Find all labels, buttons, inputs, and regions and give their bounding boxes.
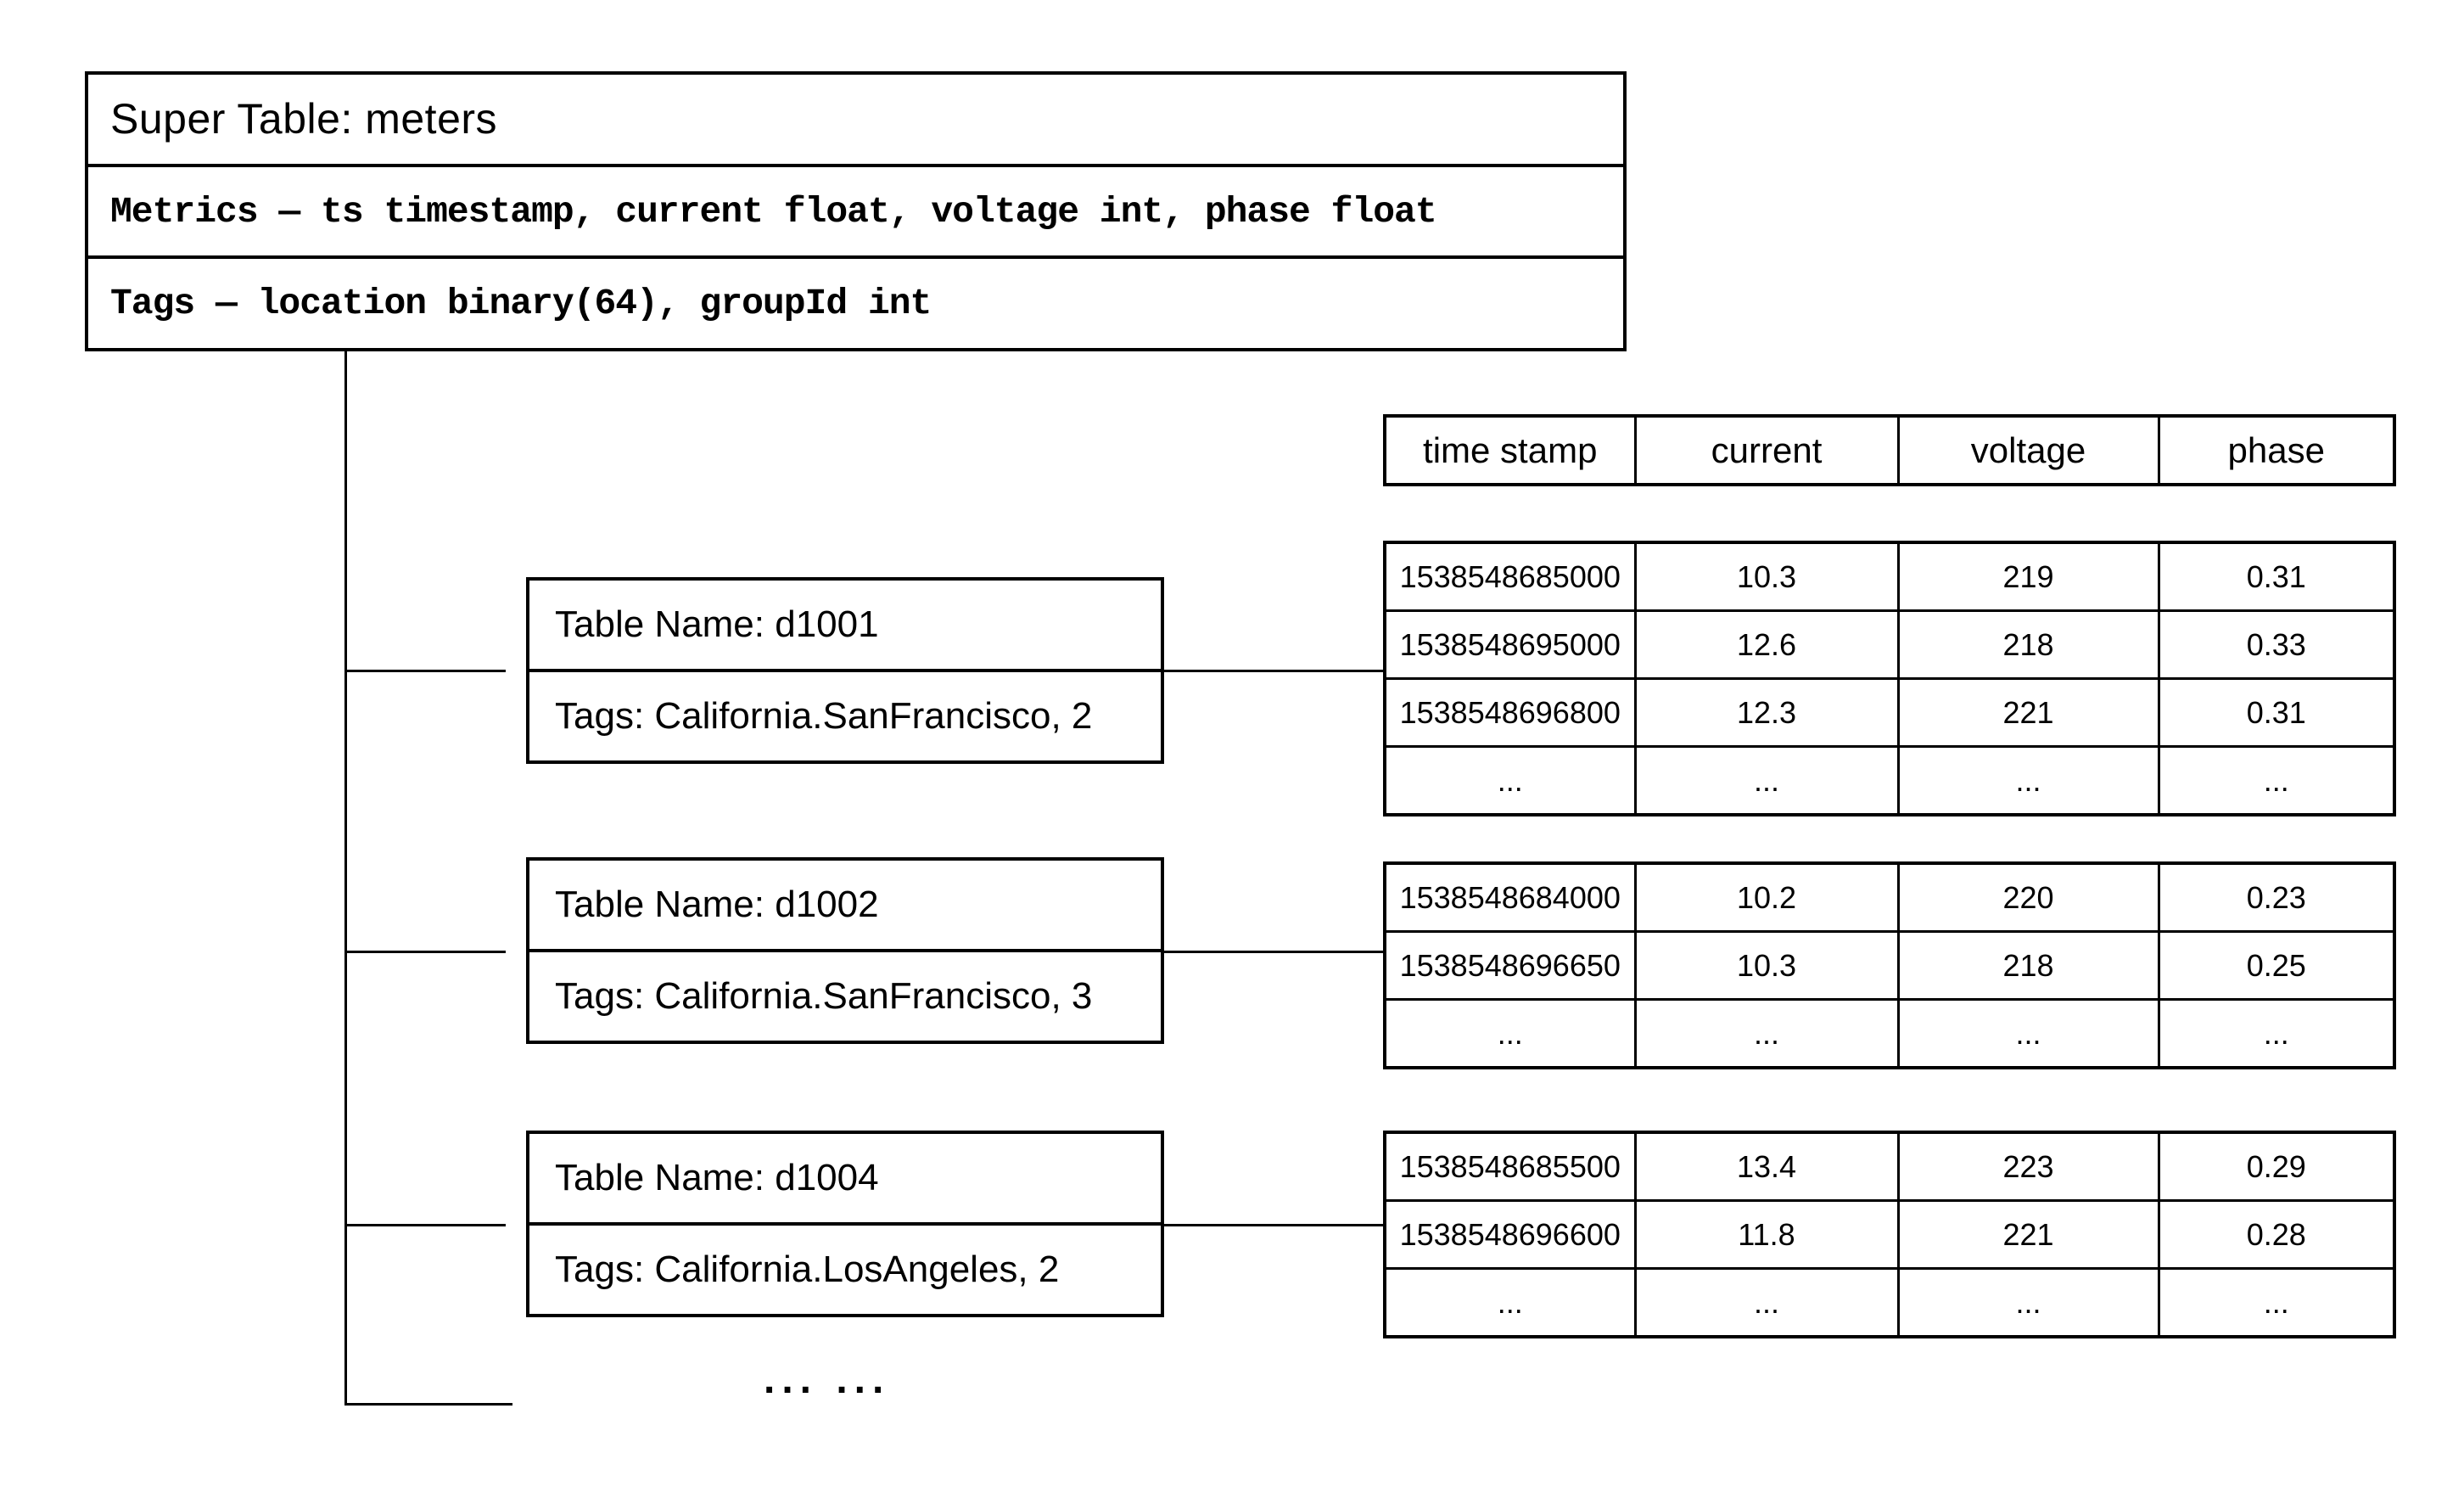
device-box-d1004 [526,1131,1164,1317]
connector-d1004-to-data [1164,1224,1383,1226]
device-tags-label: Tags: California.LosAngeles, 2 [529,1222,1161,1314]
table-row-ellipsis [1385,1000,2394,1069]
device-box-d1002 [526,857,1164,1044]
cell-phase: 0.23 [2159,863,2394,932]
cell-timestamp: 1538548695000 [1385,611,1635,679]
branch-line-d1004 [344,1224,506,1226]
cell-ellipsis: ... [2159,1269,2394,1338]
branch-line-more [344,1403,512,1406]
data-table-d1004 [1383,1131,2396,1338]
table-row [1385,542,2394,611]
data-table-d1001 [1383,541,2396,816]
cell-current: 10.3 [1635,932,1898,1000]
more-tables-ellipsis: ... ... [764,1357,891,1402]
cell-voltage: 220 [1898,863,2159,932]
cell-ellipsis: ... [1635,747,1898,816]
table-row [1385,863,2394,932]
cell-voltage: 219 [1898,542,2159,611]
table-row [1385,611,2394,679]
cell-current: 12.6 [1635,611,1898,679]
table-row [1385,679,2394,747]
super-table-metrics-schema: Metrics — ts timestamp, current float, voltage int, phase float [88,164,1623,256]
cell-ellipsis: ... [2159,1000,2394,1069]
cell-timestamp: 1538548685000 [1385,542,1635,611]
cell-current: 11.8 [1635,1201,1898,1269]
cell-ellipsis: ... [1898,747,2159,816]
cell-timestamp: 1538548685500 [1385,1132,1635,1201]
super-table-title: Super Table: meters [110,95,498,143]
cell-phase: 0.25 [2159,932,2394,1000]
cell-timestamp: 1538548684000 [1385,863,1635,932]
device-name-label: Table Name: d1001 [555,603,879,645]
tree-trunk-line [344,351,347,1406]
cell-voltage: 223 [1898,1132,2159,1201]
cell-ellipsis: ... [1385,747,1635,816]
data-table-d1002 [1383,861,2396,1069]
device-name-label: Table Name: d1002 [555,884,879,925]
cell-current: 10.3 [1635,542,1898,611]
branch-line-d1001 [344,670,506,672]
cell-ellipsis: ... [1898,1269,2159,1338]
super-table-box [85,71,1627,351]
connector-d1002-to-data [1164,951,1383,953]
cell-ellipsis: ... [1385,1000,1635,1069]
cell-phase: 0.28 [2159,1201,2394,1269]
cell-timestamp: 1538548696600 [1385,1201,1635,1269]
connector-d1001-to-data [1164,670,1383,672]
device-box-d1001 [526,577,1164,764]
header-cell-voltage: voltage [1898,416,2159,485]
header-cell-timestamp: time stamp [1385,416,1635,485]
cell-phase: 0.31 [2159,679,2394,747]
table-row [1385,1132,2394,1201]
cell-current: 12.3 [1635,679,1898,747]
device-tags-label: Tags: California.SanFrancisco, 3 [529,949,1161,1041]
cell-ellipsis: ... [1635,1000,1898,1069]
table-row [1385,1201,2394,1269]
cell-ellipsis: ... [2159,747,2394,816]
cell-voltage: 221 [1898,679,2159,747]
table-row-ellipsis [1385,1269,2394,1338]
cell-ellipsis: ... [1898,1000,2159,1069]
super-table-tags-schema: Tags — location binary(64), groupId int [88,255,1623,348]
cell-current: 10.2 [1635,863,1898,932]
device-tags-label: Tags: California.SanFrancisco, 2 [529,669,1161,760]
cell-timestamp: 1538548696800 [1385,679,1635,747]
cell-voltage: 221 [1898,1201,2159,1269]
cell-ellipsis: ... [1635,1269,1898,1338]
cell-timestamp: 1538548696650 [1385,932,1635,1000]
header-row [1385,416,2394,485]
header-cell-current: current [1635,416,1898,485]
device-name-label: Table Name: d1004 [555,1157,879,1198]
data-column-header [1383,414,2396,486]
cell-current: 13.4 [1635,1132,1898,1201]
cell-ellipsis: ... [1385,1269,1635,1338]
table-row [1385,932,2394,1000]
header-cell-phase: phase [2159,416,2394,485]
cell-voltage: 218 [1898,932,2159,1000]
cell-phase: 0.29 [2159,1132,2394,1201]
cell-phase: 0.31 [2159,542,2394,611]
table-row-ellipsis [1385,747,2394,816]
cell-voltage: 218 [1898,611,2159,679]
branch-line-d1002 [344,951,506,953]
cell-phase: 0.33 [2159,611,2394,679]
